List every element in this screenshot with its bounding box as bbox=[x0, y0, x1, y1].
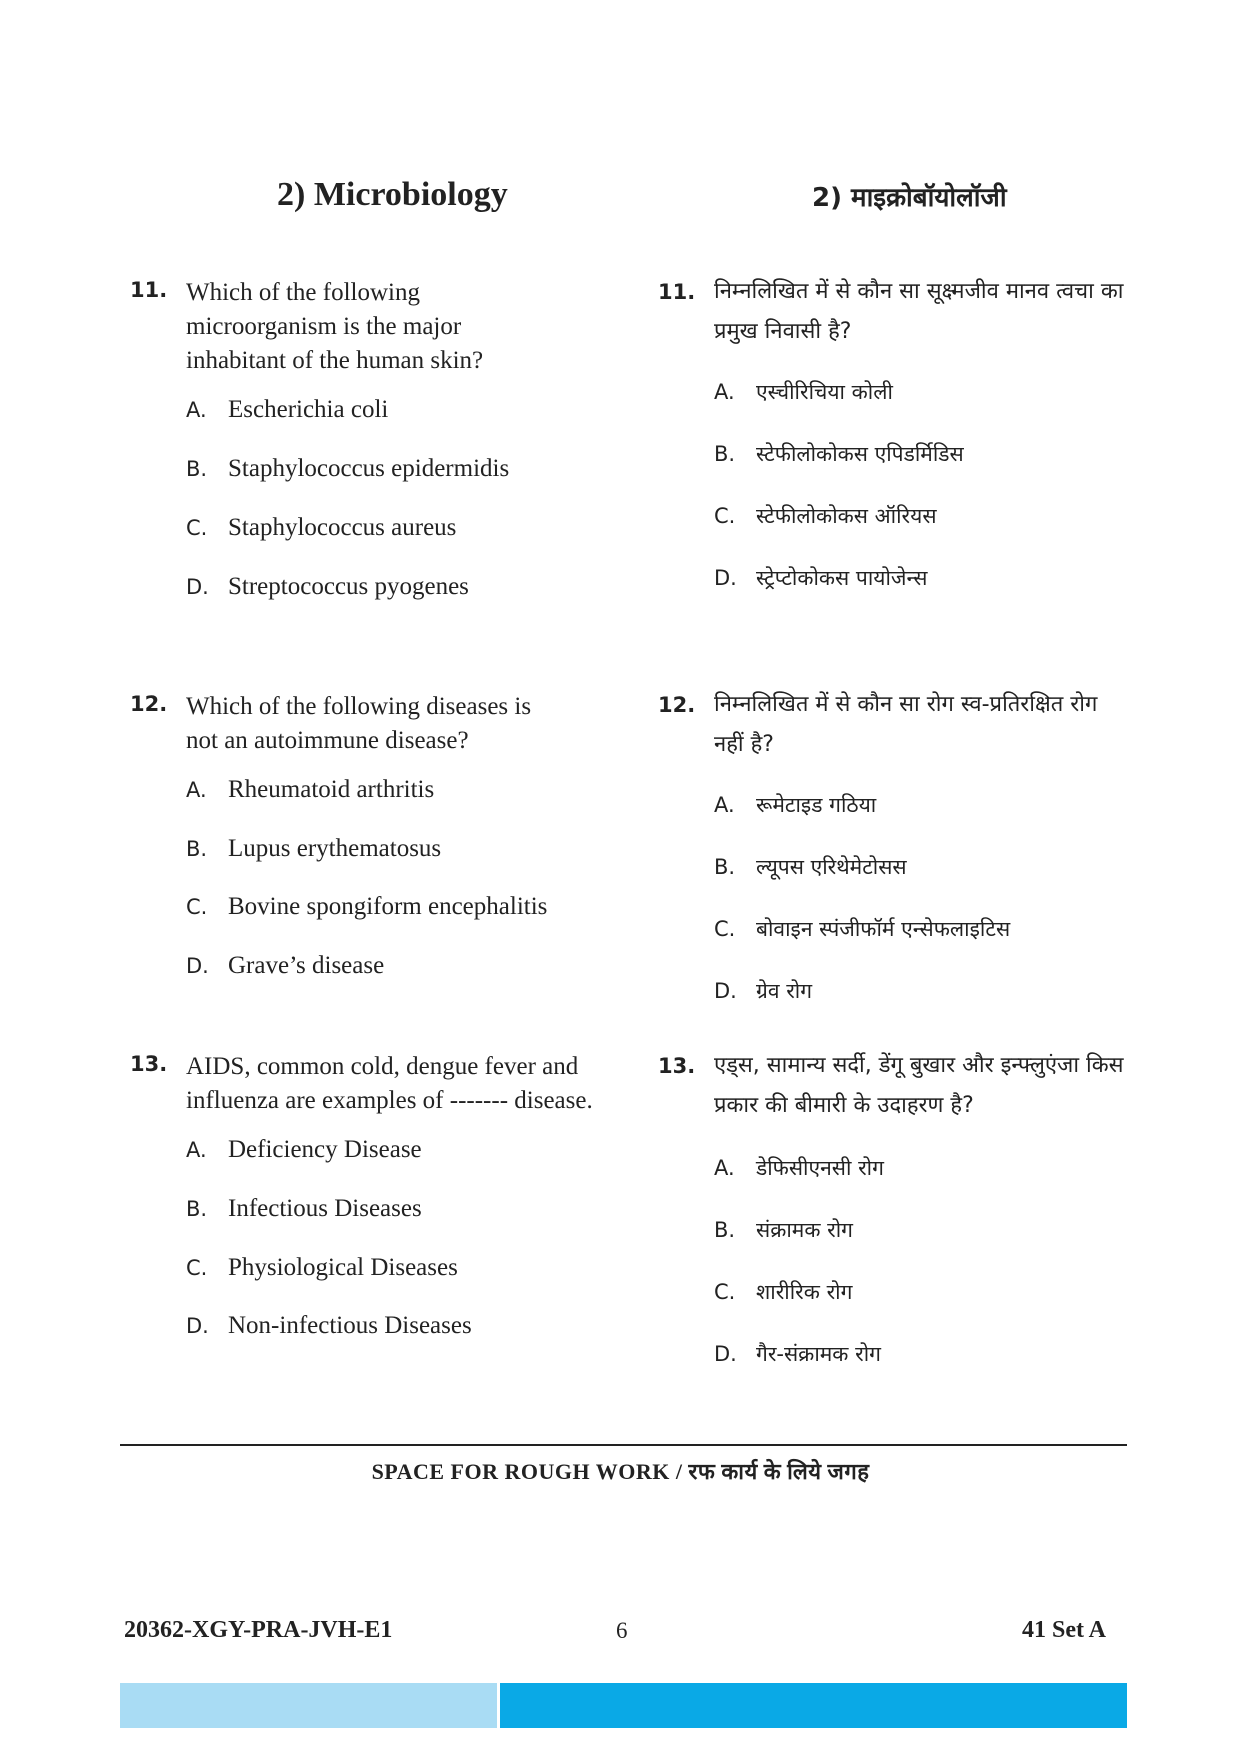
question-text: निम्नलिखित में से कौन सा रोग स्व-प्रतिरक्षित रोग नहीं है? bbox=[714, 692, 1098, 757]
question-text: AIDS, common cold, dengue fever and influenza are examples of ------- disease. bbox=[186, 1053, 593, 1114]
option-letter: C. bbox=[186, 895, 208, 919]
footer-bar-dark bbox=[500, 1683, 1127, 1728]
question-number: 13. bbox=[658, 1054, 696, 1078]
option-letter: C. bbox=[186, 1256, 208, 1280]
option-text: Deficiency Disease bbox=[228, 1136, 422, 1163]
option-letter: B. bbox=[714, 855, 736, 879]
option-b bbox=[186, 1195, 422, 1223]
option-c bbox=[186, 893, 547, 921]
option-text: ल्यूपस एरिथेमेटोसस bbox=[756, 855, 907, 879]
option-text: Lupus erythematosus bbox=[228, 835, 442, 862]
option-letter: B. bbox=[186, 457, 208, 481]
question-number: 11. bbox=[130, 278, 168, 302]
option-letter: A. bbox=[714, 380, 735, 404]
rough-work-label: SPACE FOR ROUGH WORK / रफ कार्य के लिये जगह bbox=[371, 1459, 870, 1484]
section-title-hindi: 2) माइक्रोबॉयोलॉजी bbox=[812, 183, 1007, 213]
option-text: संक्रामक रोग bbox=[756, 1218, 853, 1242]
option-a bbox=[714, 791, 876, 819]
option-b bbox=[714, 1216, 853, 1244]
question-number: 13. bbox=[130, 1052, 168, 1076]
option-c bbox=[714, 502, 937, 530]
option-text: Escherichia coli bbox=[228, 396, 389, 423]
question-number: 11. bbox=[658, 280, 696, 304]
section-title-english: 2) Microbiology bbox=[277, 176, 508, 213]
option-d bbox=[186, 952, 384, 980]
option-text: Staphylococcus epidermidis bbox=[228, 455, 510, 482]
option-c bbox=[186, 1254, 458, 1282]
option-d bbox=[186, 1312, 472, 1340]
option-c bbox=[186, 514, 456, 542]
option-letter: C. bbox=[186, 516, 208, 540]
question-11-hi bbox=[658, 272, 1128, 590]
question-12-en bbox=[130, 690, 600, 979]
option-letter: A. bbox=[186, 1138, 207, 1162]
option-letter: A. bbox=[186, 398, 207, 422]
option-d bbox=[714, 977, 812, 1005]
option-text: Bovine spongiform encephalitis bbox=[228, 893, 548, 920]
option-d bbox=[186, 573, 469, 601]
option-letter: D. bbox=[714, 979, 737, 1003]
option-text: बोवाइन स्पंजीफॉर्म एन्सेफलाइटिस bbox=[756, 917, 1011, 941]
option-b bbox=[714, 853, 907, 881]
option-text: Staphylococcus aureus bbox=[228, 514, 457, 541]
option-text: Rheumatoid arthritis bbox=[228, 776, 435, 803]
footer-bar-light bbox=[120, 1683, 497, 1728]
booklet-code: 20362-XGY-PRA-JVH-E1 bbox=[124, 1617, 393, 1643]
question-13-hi bbox=[658, 1046, 1128, 1366]
option-letter: A. bbox=[714, 1156, 735, 1180]
option-c bbox=[714, 915, 1010, 943]
option-text: Infectious Diseases bbox=[228, 1195, 422, 1222]
question-text: Which of the following microorganism is the major inhabitant of the human skin? bbox=[186, 279, 484, 374]
option-letter: D. bbox=[714, 566, 737, 590]
set-label: 41 Set A bbox=[1022, 1617, 1106, 1643]
option-d bbox=[714, 1340, 881, 1368]
option-a bbox=[186, 776, 434, 804]
option-letter: B. bbox=[714, 442, 736, 466]
option-letter: C. bbox=[714, 504, 736, 528]
option-letter: C. bbox=[714, 917, 736, 941]
question-text: निम्नलिखित में से कौन सा सूक्ष्मजीव मानव त्वचा का प्रमुख निवासी है? bbox=[714, 279, 1124, 344]
option-letter: C. bbox=[714, 1280, 736, 1304]
option-letter: D. bbox=[186, 1314, 209, 1338]
option-text: एस्चीरिचिया कोली bbox=[756, 380, 893, 404]
question-11-en bbox=[130, 276, 600, 600]
question-number: 12. bbox=[658, 693, 696, 717]
option-text: गैर-संक्रामक रोग bbox=[756, 1342, 881, 1366]
option-letter: A. bbox=[186, 778, 207, 802]
option-a bbox=[714, 1154, 884, 1182]
option-a bbox=[714, 378, 893, 406]
option-letter: A. bbox=[714, 793, 735, 817]
option-text: Streptococcus pyogenes bbox=[228, 573, 469, 600]
option-b bbox=[186, 455, 509, 483]
option-text: स्टेफीलोकोकस ऑरियस bbox=[756, 504, 937, 528]
option-a bbox=[186, 1136, 422, 1164]
question-text: एड्स, सामान्य सर्दी, डेंगू बुखार और इन्फ्लुएंजा किस प्रकार की बीमारी के उदाहरण है? bbox=[714, 1053, 1124, 1118]
question-number: 12. bbox=[130, 692, 168, 716]
page-number: 6 bbox=[616, 1618, 628, 1643]
option-letter: D. bbox=[186, 575, 209, 599]
option-letter: D. bbox=[186, 954, 209, 978]
option-b bbox=[714, 440, 964, 468]
question-12-hi bbox=[658, 685, 1128, 1003]
option-letter: B. bbox=[186, 837, 208, 861]
option-b bbox=[186, 835, 441, 863]
option-text: शारीरिक रोग bbox=[756, 1280, 853, 1304]
option-text: Grave’s disease bbox=[228, 952, 385, 979]
option-text: स्ट्रेप्टोकोकस पायोजेन्स bbox=[756, 566, 928, 590]
option-letter: B. bbox=[714, 1218, 736, 1242]
option-text: स्टेफीलोकोकस एपिडर्मिडिस bbox=[756, 442, 964, 466]
option-letter: D. bbox=[714, 1342, 737, 1366]
option-c bbox=[714, 1278, 852, 1306]
option-text: Non-infectious Diseases bbox=[228, 1312, 472, 1339]
option-letter: B. bbox=[186, 1197, 208, 1221]
question-13-en bbox=[130, 1050, 600, 1339]
option-text: रूमेटाइड गठिया bbox=[756, 793, 877, 817]
option-d bbox=[714, 564, 927, 592]
rough-work-divider bbox=[120, 1444, 1127, 1446]
option-text: ग्रेव रोग bbox=[756, 979, 813, 1003]
option-text: Physiological Diseases bbox=[228, 1254, 458, 1281]
option-a bbox=[186, 396, 388, 424]
question-text: Which of the following diseases is not an autoimmune disease? bbox=[186, 693, 532, 754]
option-text: डेफिसीएनसी रोग bbox=[756, 1156, 884, 1180]
